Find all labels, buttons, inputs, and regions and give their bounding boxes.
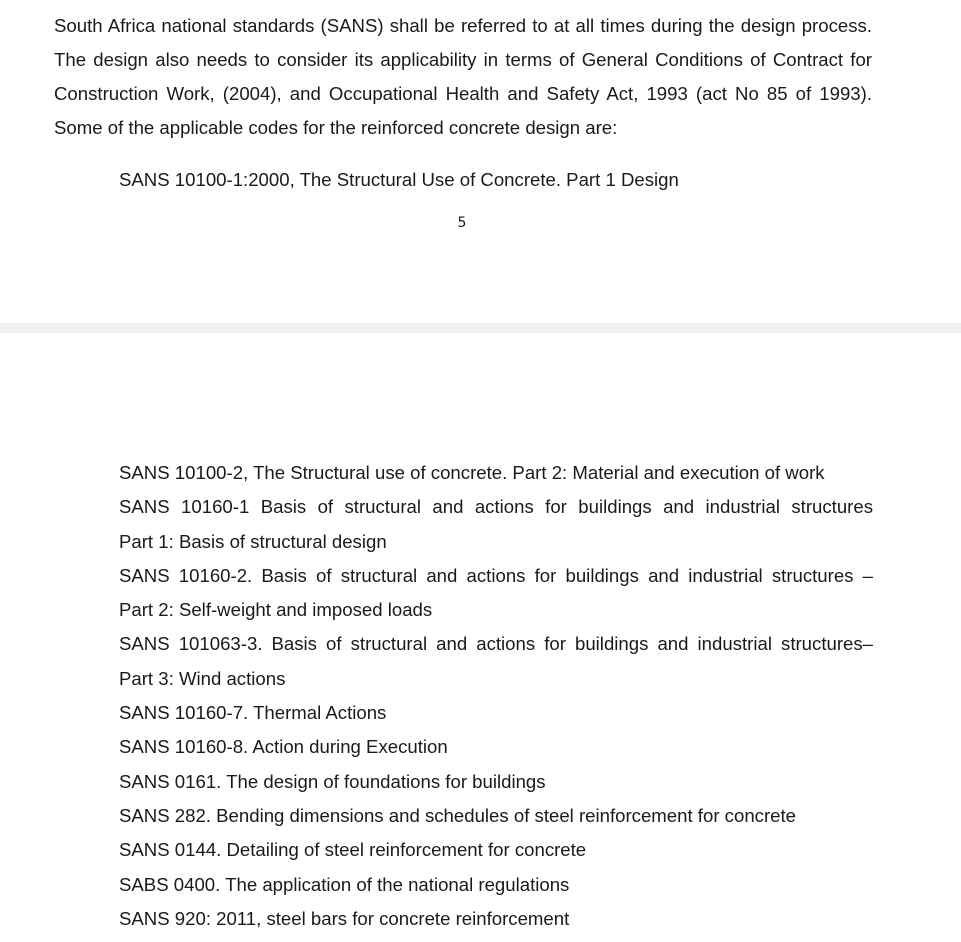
code-list-item: Part 3: Wind actions — [119, 667, 286, 689]
code-list-item: SANS 10160-7. Thermal Actions — [119, 702, 387, 724]
page-number: 5 — [457, 215, 467, 231]
code-list-item: SANS 10160-8. Action during Execution — [119, 736, 448, 758]
code-list-item: SABS 0400. The application of the national regulations — [119, 873, 570, 895]
document-page-5 — [0, 0, 961, 323]
code-list-item: SANS 10160-1 Basis of structural and actions for buildings and industrial structures — [119, 496, 873, 518]
page-separator — [0, 323, 961, 333]
code-list-item: SANS 10100-1:2000, The Structural Use of Concrete. Part 1 Design — [119, 169, 679, 190]
code-list-item: SANS 101063-3. Basis of structural and actions for buildings and industrial structures– — [119, 633, 873, 655]
code-list-item: Part 2: Self-weight and imposed loads — [119, 599, 433, 621]
code-list-item: SANS 0161. The design of foundations for buildings — [119, 770, 546, 792]
code-list-item: SANS 10160-2. Basis of structural and actions for buildings and industrial structures – — [119, 564, 873, 586]
code-list-item: SANS 0144. Detailing of steel reinforcement for concrete — [119, 839, 587, 861]
intro-paragraph: South Africa national standards (SANS) shall be referred to at all times during the design process. The design also needs to consider its applicability in terms of General Conditions of Contract for Construction Work, (2004), and Occupational Health and Safety Act, 1993 (act No 85 of 1993). Some of the applicable codes for the reinforced concrete design are: — [54, 15, 872, 138]
code-list-item: SANS 920: 2011, steel bars for concrete reinforcement — [119, 907, 570, 929]
code-list-item: SANS 282. Bending dimensions and schedules of steel reinforcement for concrete — [119, 804, 796, 826]
document-page-6 — [0, 333, 961, 942]
code-list-item: SANS 10100-2, The Structural use of concrete. Part 2: Material and execution of work — [119, 462, 825, 483]
code-list-item: Part 1: Basis of structural design — [119, 530, 387, 552]
code-list — [119, 456, 873, 936]
